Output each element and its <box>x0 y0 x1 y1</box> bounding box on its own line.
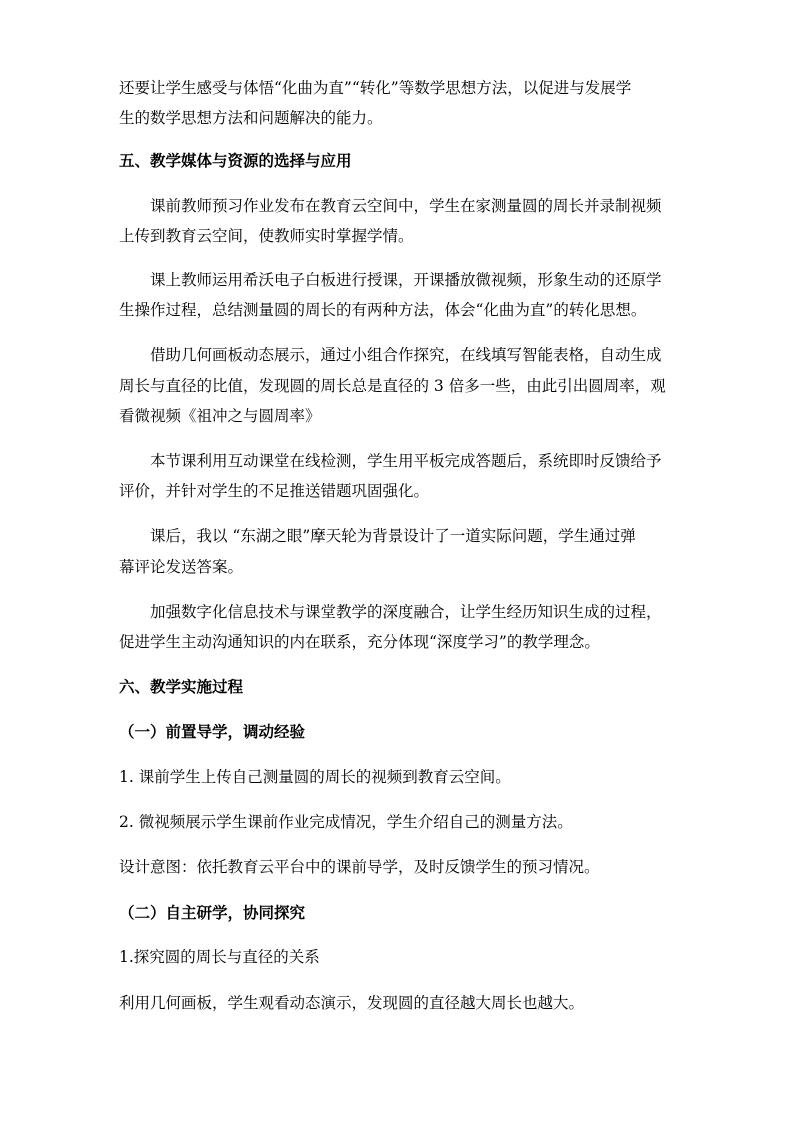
list-item: 1. 课前学生上传自己测量圆的周长的视频到教育云空间。 <box>119 768 511 786</box>
paragraph-line: 利用几何画板，学生观看动态演示，发现圆的直径越大周长也越大。 <box>119 994 585 1012</box>
section-heading-5: 五、教学媒体与资源的选择与应用 <box>119 151 352 170</box>
paragraph-line: 课上教师运用希沃电子白板进行授课，开课播放微视频，形象生动的还原学 <box>150 271 662 289</box>
list-item: 1.探究圆的周长与直径的关系 <box>119 948 320 966</box>
paragraph-line: 幕评论发送答案。 <box>119 558 244 576</box>
paragraph-line: 还要让学生感受与体悟“化曲为直”“转化”等数学思想方法，以促进与发展学 <box>119 79 632 97</box>
paragraph-line: 看微视频《祖冲之与圆周率》 <box>119 407 321 425</box>
section-heading-6: 六、教学实施过程 <box>119 677 244 696</box>
paragraph-line: 课后，我以 “东湖之眼”摩天轮为背景设计了一道实际问题，学生通过弹 <box>150 527 636 545</box>
paragraph-line: 评价，并针对学生的不足推送错题巩固强化。 <box>119 482 430 500</box>
paragraph-line: 借助几何画板动态展示，通过小组合作探究，在线填写智能表格，自动生成 <box>150 346 662 364</box>
subsection-heading-2: （二）自主研学，协同探究 <box>119 903 306 922</box>
paragraph-line: 生操作过程，总结测量圆的周长的有两种方法，体会“化曲为直”的转化思想。 <box>119 301 647 319</box>
paragraph-line: 加强数字化信息技术与课堂教学的深度融合，让学生经历知识生成的过程， <box>150 603 662 621</box>
subsection-heading-1: （一）前置导学，调动经验 <box>119 722 306 741</box>
list-item: 2. 微视频展示学生课前作业完成情况，学生介绍自己的测量方法。 <box>119 813 573 831</box>
design-intent: 设计意图：依托教育云平台中的课前导学，及时反馈学生的预习情况。 <box>119 858 600 876</box>
paragraph-line: 生的数学思想方法和问题解决的能力。 <box>119 109 383 127</box>
paragraph-line: 本节课利用互动课堂在线检测，学生用平板完成答题后，系统即时反馈给予 <box>150 452 662 470</box>
paragraph-line: 课前教师预习作业发布在教育云空间中，学生在家测量圆的周长并录制视频 <box>150 197 662 215</box>
paragraph-line: 促进学生主动沟通知识的内在联系，充分体现“深度学习”的教学理念。 <box>119 633 600 651</box>
paragraph-line: 上传到教育云空间，使教师实时掌握学情。 <box>119 227 414 245</box>
paragraph-line: 周长与直径的比值，发现圆的周长总是直径的 3 倍多一些，由此引出圆周率，观 <box>119 377 666 395</box>
